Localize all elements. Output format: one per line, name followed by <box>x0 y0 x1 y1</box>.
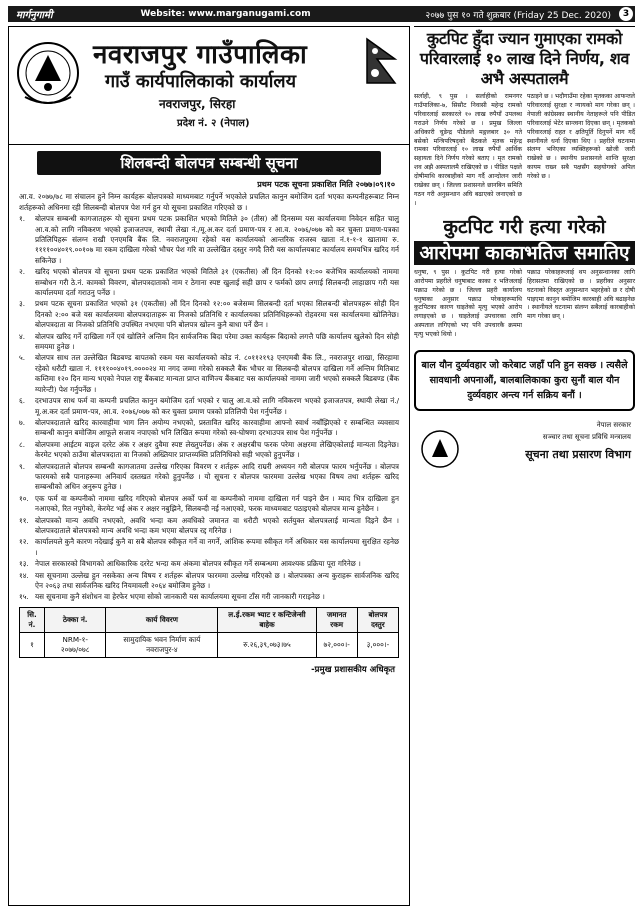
clause-number: ९. <box>19 461 26 471</box>
notice-clause <box>19 592 399 602</box>
newspaper-header <box>8 6 635 22</box>
gov-footer <box>414 421 635 481</box>
clause-text: प्रथम पटक सूचना प्रकाशित भएको ३१ (एकतीस) औं दिन दिनको १२:०० बजेसम्म सिलबन्दी दर्ता भएका सिलबन्दी बोलपत्रहरू सोही दिन दिनको २:०० बजे यस कार्यालयमा बोलपत्रदाताहरू वा निजको प्रतिनिधि र कार्यालयका प्रतिनिधिहरूको रोहवरमा यस कार्यालयमा खोलिनेछ। बोलपत्रदाता वा निजको प्रतिनिधि उपस्थित नभएमा पनि बोलपत्र खोल्न कुनै बाधा पर्ने छैन । <box>35 299 399 330</box>
notice-clause <box>19 440 399 461</box>
news2-body <box>414 269 635 340</box>
government-seal-icon <box>420 427 460 471</box>
clause-text: यस सूचनामा उल्लेख हुन नसकेका अन्य विषय र शर्तहरू बोलपत्र फारममा उल्लेख गरिएको छ । बोलपत्रका अन्य कुराहरू सार्वजनिक खरिद ऐन २०६३ तथा सार्वजनिक खरिद नियमावली २०६४ बमोजिम हुनेछ । <box>35 570 399 590</box>
notice-clause <box>19 516 399 537</box>
clause-text: बोलपत्रदाताले खरिद कारवाहीमा भाग लिन अयोग्य नभएको, प्रस्तावित खरिद कारवाहीमा आफ्नो स्वार्थ नबाँझिएको र सम्बन्धित व्यवसाय सम्बन्धी कानुन बमोजिम आफूले सजाय नपाएको भनि लिखित रूपमा गरेको स्व-घोषणा दरभाउपत्र साथ पेश गर्नुपर्नेछ । <box>35 417 399 438</box>
notice-clause <box>19 353 399 395</box>
news1-col1: सर्लाही, ९ पुस । सर्लाहीको रामनगर गाउँपालिका-७, सिसौट निवासी महेन्द्र रामको परिवारलाई सरकारले १० लाख रुपैयाँ उपलब्ध गराउने निर्णय गरेको छ । प्रमुख जिल्ला अधिकारी चुडेन्द्र पौडेलले मङ्गलबार ३० गते बसेको मन्त्रिपरिषद्को बैठकले मृतक महेन्द्र रामका परिवारलाई १० लाख रुपैयाँ आर्थिक सहायता दिने निर्णय गरेको बताए । मृत रामको शव अझै अस्पतालमै राखिएको छ । पीडित पक्षले दोषीमाथि कारबाहीको माग गर्दै आन्दोलन जारी राखेका छन् । जिल्ला प्रशासनले छानबिन समिति गठन गरी अनुसन्धान अघि बढाएको जनाएको छ । <box>414 93 522 207</box>
gov-line3: सूचना तथा प्रसारण विभाग <box>525 448 631 462</box>
clause-number: ७. <box>19 417 26 427</box>
notice-clause <box>19 214 399 266</box>
bid-table <box>19 607 399 658</box>
news1-body <box>414 93 635 209</box>
clause-number: ५. <box>19 353 26 363</box>
clause-number: १०. <box>19 493 29 503</box>
signoff: -प्रमुख प्रशासकीय अधिकृत <box>311 664 395 675</box>
table-header: ल.ई.रकम भ्याट र कन्टिजेन्सी बाहेक <box>218 607 316 632</box>
news1-headline: कुटपिट हुँदा ज्यान गुमाएका रामको परिवारलाई १० लाख दिने निर्णय, शव अभै अस्पतालमै <box>419 29 630 88</box>
clause-text: दरभाउपत्र साथ फर्म वा कम्पनी प्रचलित कानुन बमोजिम दर्ता भएको र चालु आ.व.को लागि नविकरण भएको इजाजतपत्र, स्थायी लेखा नं./मू.अ.कर दर्ता प्रमाण-पत्र, आ.व. २०७६/०७७ को कर चुक्ता प्रमाण पत्रको प्रतिलिपी पेश गर्नुपर्नेछ । <box>35 396 399 416</box>
clause-number: ३. <box>19 299 26 309</box>
table-cell: NRM-१- २०७७/०७८ <box>45 632 106 657</box>
notice-clause <box>19 396 399 417</box>
clause-number: ६. <box>19 396 26 406</box>
notice-clause <box>19 571 399 592</box>
notice-clause <box>19 462 399 493</box>
clause-text: बोलपत्र खरिद गर्ने दाखिला गर्ने एवं खोलिने अन्तिम दिन सार्वजनिक बिदा परेमा उक्त कार्यहरू बिदाको लगत्तै पछि कार्यालय खुलेको दिन सोही समयमा हुनेछ । <box>35 331 399 352</box>
news2-col2: पक्राउ परेकाहरूलाई थप अनुसन्धानका लागि हिरासतमा राखिएको छ । प्रहरीका अनुसार घटनाको विस्तृत अनुसन्धान भइरहेको छ र दोषी पाइएमा कानुन बमोजिम कारबाही अघि बढाइनेछ । स्थानीयले घटनामा संलग्न सबैलाई कारबाहीको माग गरेका छन् । <box>527 268 635 321</box>
divider <box>414 26 635 27</box>
news2-headline-line2: आरोपमा काकाभतिज समातिए <box>414 241 635 265</box>
clause-text: बोलपत्रमा आईटम वाइज दररेट अंक र अक्षर दुवैमा स्पष्ट लेख्नुपर्नेछ। अंक र अक्षरबीच फरक परेमा अक्षरमा लेखिएकोलाई मान्यता दिइनेछ। केरमेट भएको ठाउँमा बोलपत्रदाता वा निजको अख्तियार प्राप्तव्यक्ति प्रतिनिधिको सही भएको हुनुपर्नेछ । <box>35 439 399 460</box>
table-cell: सामुदायिक भवन निर्माण कार्य नवराजपुर-४ <box>106 632 218 657</box>
table-row <box>20 632 399 657</box>
clause-number: ८. <box>19 439 26 449</box>
office-location: नवराजपुर, सिरहा <box>159 97 236 111</box>
table-header: जमानत रकम <box>316 607 357 632</box>
news2-col1: धनुषा, ९ पुस । कुटपिट गरी हत्या गरेको आरोपमा प्रहरीले धनुषाबाट काका र भतिजलाई पक्राउ गरेको छ । जिल्ला प्रहरी कार्यालय धनुषाका अनुसार पक्राउ परेकाहरूमाथि कुटपिटका कारण घाइतेको मृत्यु भएको आरोप लगाइएको छ । घाइतेलाई उपचारका लागि अस्पताल लगिएको भए पनि उपचारकै क्रममा मृत्यु भएको थियो । <box>414 268 522 339</box>
notice-clause <box>19 267 399 298</box>
clause-number: १४. <box>19 570 29 580</box>
news1-col2: पठाइने छ । भदौगाउँमा रहेका मृतकका आफन्तले परिवारलाई सुरक्षा र न्यायको माग गरेका छन् । नेपाली कांग्रेसका स्थानीय नेताहरूले पनि पीडित परिवारलाई भेटेर सान्त्वना दिएका छन् । मृतकको परिवारलाई राहत र क्षतिपूर्ति दिनुपर्ने माग गर्दै स्थानीयले धर्ना दिएका थिए । प्रहरीले घटनामा संलग्न भनिएका व्यक्तिहरूको खोजी जारी राखेको छ । स्थानीय प्रशासनले शान्ति सुरक्षा कायम राख्न सबै पक्षसँग सहयोगको अपिल गरेको छ । <box>527 93 635 181</box>
awareness-ad: बाल यौन दुर्व्यवहार जो करेबाट जहाँ पनि हुन सक्छ । त्यसैले सावधानी अपनाऔं, बालबालिकाका कुरा सुनौं बाल यौन दुर्व्यवहार अन्त्य गर्न सक्रिय बनौं । <box>414 350 635 411</box>
notice-clause <box>19 537 399 558</box>
clause-number: ४. <box>19 331 26 341</box>
clause-number: १२. <box>19 537 29 547</box>
clause-number: १५. <box>19 592 29 602</box>
notice-clause <box>19 559 399 569</box>
page-number: 3 <box>619 7 633 21</box>
publication-date: प्रथम पटक सूचना प्रकाशित मिति २०७७।०९।१० <box>257 180 395 189</box>
table-cell: १ <box>20 632 45 657</box>
table-header: बोलपत्र दस्तुर <box>357 607 398 632</box>
notice-intro: आ.व. २०७७/७८ मा संचालन हुने निम्न कार्यहरू बोलपत्रको माध्यमबाट गर्नुपर्ने भएकोले प्रचलित कानुन बमोजिम दर्ता भएका कम्पनीहरूबाट निम्न शर्तहरूको अधिनमा रही सिलबन्दी बोलपत्र पेश गर्न हुन यो सूचना प्रकाशित गरिएको छ । <box>19 192 399 212</box>
office-name: गाउँ कार्यपालिकाको कार्यालय <box>105 71 297 92</box>
notice-clause <box>19 494 399 515</box>
table-header: कार्य विवरण <box>106 607 218 632</box>
table-cell: रु.२६,३९,०७३।७५ <box>218 632 316 657</box>
clause-text: एक फर्म वा कम्पनीको नाममा खरिद गरिएको बोलपत्र अर्को फर्म वा कम्पनीको नाममा दाखिला गर्न पाइने छैन । म्याद भित्र दाखिला हुन नआएको, रित नपुगेको, केरमेट भई अंक र अक्षर नबुझिने, सिलबन्दी नई नआएको, फरक माध्यमबाट पठाइएको बोलपत्र मान्य हुनेछैन । <box>35 493 399 514</box>
nepal-emblem-icon <box>15 37 81 109</box>
province-label: प्रदेश नं. २ (नेपाल) <box>177 118 250 129</box>
clause-number: १. <box>19 214 26 224</box>
clause-text: यस सूचनामा कुनै संशोधन वा हेरफेर भएमा सोको जानकारी यस कार्यालयमा सूचना टाँस गरी जानकारी गराइनेछ । <box>35 592 325 602</box>
clause-number: ११. <box>19 515 29 525</box>
gov-line2: सञ्चार तथा सूचना प्रविधि मन्त्रालय <box>542 433 631 442</box>
clause-text: कार्यालयले कुनै कारण नदेखाई कुनै वा सबै बोलपत्र स्वीकृत गर्ने वा नगर्ने, आंशिक रूपमा स्वीकृत गर्ने अधिकार यस कार्यालयमा सुरक्षित रहनेछ । <box>35 537 399 557</box>
clause-text: बोलपत्रदाताले बोलपत्र सम्बन्धी कागजातमा उल्लेख गरिएका विवरण र शर्तहरू आदि राम्ररी अध्ययन गरी बोलपत्र फारम भर्नुपर्नेछ । बोलपत्र फारमको सबै पानाहरूमा अनिवार्य दस्तखत गरेको हुनुपर्नेछ । यो सूचना र बोलपत्र फारममा उल्लेख भएका विषय तथा शर्तहरू खरिद सम्बन्धीको अधिन अनुरूप हुनेछ । <box>35 461 399 492</box>
table-header: सि. नं. <box>20 607 45 632</box>
table-cell: ३,०००।- <box>357 632 398 657</box>
table-cell: ७२,०००।- <box>316 632 357 657</box>
issue-date: २०७७ पुस १० गते शुक्रबार (Friday 25 Dec. 2020) <box>425 10 611 21</box>
nepal-flag-icon <box>365 37 401 85</box>
clause-number: १३. <box>19 559 29 569</box>
news2-headline-line1: कुटपिट गरी हत्या गरेको <box>443 215 606 238</box>
municipality-name: नवराजपुर गाउँपालिका <box>93 40 308 70</box>
bid-notice <box>8 26 410 906</box>
clause-text: खरिद भएको बोलपत्र यो सूचना प्रथम पटक प्रकाशित भएको मितिले ३१ (एकतीस) औं दिन दिनको १२:०० बजेभित्र कार्यालयको नाममा सम्बोधन गरी ठे.नं. कामको विवरण, बोलपत्रदाताको नाम र ठेगाना स्पष्ट खुलाई सही छाप र फर्मको छाप लगाई सिलबन्दी लाहाछाप गरी यस कार्यालयमा दर्ता गराउनु पर्नेछ । <box>35 267 399 298</box>
clause-text: बोलपत्र साथ तल उल्लेखित बिडबण्ड बापतको रकम यस कार्यालयको कोड नं. ८०११२१९३ एनएमबी बैंक लि., नवराजपुर शाखा, सिरहामा रहेको धरौटी खाता नं. ११११००४०१९.००००२४ मा नगद जम्मा गरेको सक्कलै बैंक भौचर वा सिलबन्दी बोलपत्र दाखिला गर्ने अन्तिम मितिबाट कम्तिमा १२० दिन मान्य भएको नेपाल राष्ट्र बैंकबाट मान्यता प्राप्त वाणिज्य बैंकबाट यस कार्यालयको नाममा जारी भएको सक्कलै बिडबण्ड (बैंक ग्यारेन्टी) पेश गर्नुपर्नेछ । <box>35 353 399 394</box>
clause-number: २. <box>19 267 26 277</box>
table-header: ठेक्का नं. <box>45 607 106 632</box>
notice-clause <box>19 418 399 439</box>
notice-header <box>9 27 409 145</box>
gov-line1: नेपाल सरकार <box>596 421 631 430</box>
notice-clause <box>19 299 399 330</box>
clause-text: नेपाल सरकारको विभागको आधिकारिक दररेट भन्दा कम अंकमा बोलपत्र स्वीकृत गर्ने सम्बन्धमा आवश्यक प्रक्रिया पूरा गरिनेछ । <box>35 559 361 569</box>
clause-text: बोलपत्र सम्बन्धी कागजातहरू यो सूचना प्रथम पटक प्रकाशित भएको मितिले ३० (तीस) औं दिनसम्म यस कार्यालयमा निवेदन सहित चालु आ.व.को लागि नविकरण भएको इजाजतपत्र, स्थायी लेखा नं./मू.अ.कर दर्ता प्रमाण-पत्र र आ.व. २०७६/०७७ को कर चुक्ता प्रमाण-पत्रका प्रतिलिपिहरू संलग्न राखी एनएमबि बैंक लि. नवराजपुरमा रहेको यस कार्यालयको आन्तरिक राजस्व खाता नं.१-१-१ खातामा रु. ११११००४०१९.००१०७ मा रकम दाखिला गरेको भौचर पेश गरि वा उल्लेखित दस्तुर नगदै तिरी यस कार्यालयबाट कार्यालय समयभित्र खरिद गर्न सकिनेछ । <box>35 214 399 265</box>
website-link[interactable]: Website: www.marganugami.com <box>140 9 311 19</box>
notice-clauses <box>9 213 409 603</box>
notice-title: शिलबन्दी बोलपत्र सम्बन्धी सूचना <box>37 151 381 175</box>
news-column <box>414 26 635 906</box>
notice-clause <box>19 332 399 353</box>
clause-text: बोलपत्रको मान्य अवधि नभएको, अवधि भन्दा कम अवधिको जमानत वा धरौटी भएको सर्तयुक्त बोलपत्रलाई मान्यता दिइने छैन । बोलपत्रदाताले बोलपत्रको मान्य अवधि भन्दा कम भएमा बोलपत्र रद्द गरिनेछ । <box>35 515 399 535</box>
newspaper-brand: मार्गनुगामी <box>16 10 53 21</box>
